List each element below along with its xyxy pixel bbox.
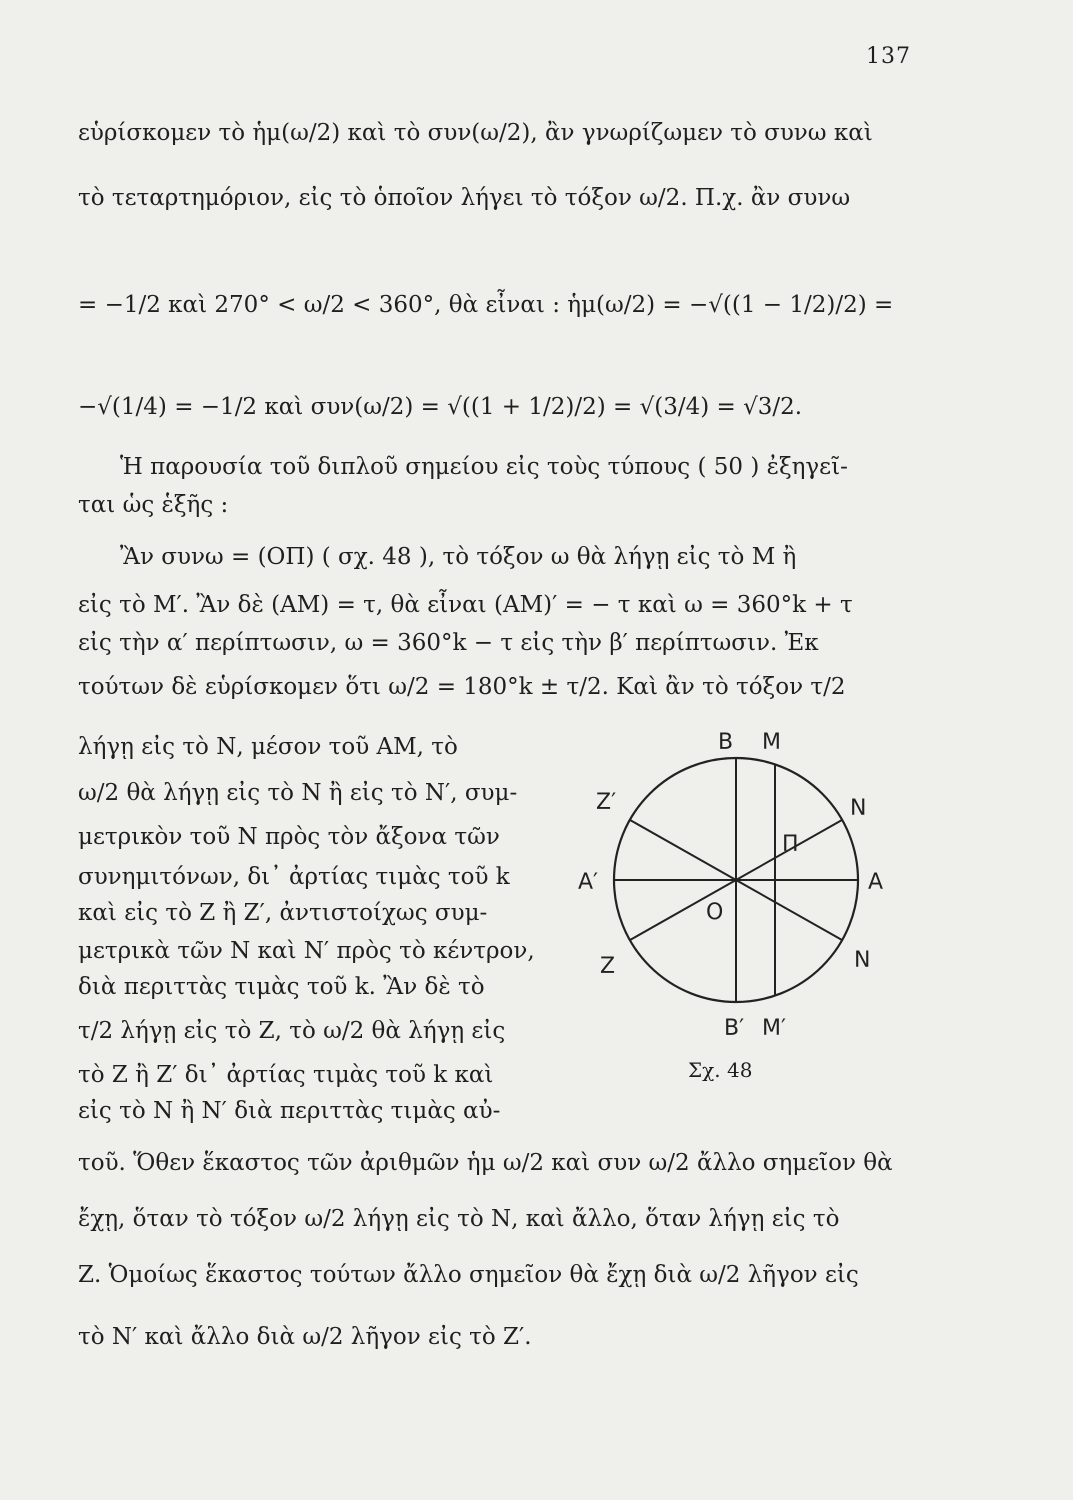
text-line-4: −√(1/4) = −1/2 καὶ συν(ω/2) = √((1 + 1/2)/2) = √(3/4) = √3/2. — [78, 394, 803, 420]
text-line-7: Ἂν συνω = (ΟΠ) ( σχ. 48 ), τὸ τόξον ω θὰ λήγῃ εἰς τὸ Μ ἢ — [120, 544, 797, 570]
unit-circle-diagram — [570, 740, 900, 1100]
text-line-5: Ἡ παρουσία τοῦ διπλοῦ σημείου εἰς τοὺς τύπους ( 50 ) ἐξηγεῖ- — [120, 454, 848, 480]
text-line-21: τοῦ. Ὅθεν ἕκαστος τῶν ἀριθμῶν ἡμ ω/2 καὶ συν ω/2 ἄλλο σημεῖον θὰ — [78, 1150, 893, 1176]
label-z-prime: Ζ′ — [596, 790, 617, 815]
text-line-22: ἔχῃ, ὅταν τὸ τόξον ω/2 λήγῃ εἰς τὸ Ν, καὶ ἄλλο, ὅταν λήγῃ εἰς τὸ — [78, 1206, 840, 1232]
text-line-18: τ/2 λήγῃ εἰς τὸ Ζ, τὸ ω/2 θὰ λήγῃ εἰς — [78, 1018, 506, 1044]
text-line-2: τὸ τεταρτημόριον, εἰς τὸ ὁποῖον λήγει τὸ τόξον ω/2. Π.χ. ἂν συνω — [78, 185, 851, 211]
text-line-13: μετρικὸν τοῦ Ν πρὸς τὸν ἄξονα τῶν — [78, 824, 500, 850]
text-line-1: εὑρίσκομεν τὸ ἡμ(ω/2) καὶ τὸ συν(ω/2), ἂν γνωρίζωμεν τὸ συνω καὶ — [78, 120, 873, 146]
text-line-17: διὰ περιττὰς τιμὰς τοῦ k. Ἂν δὲ τὸ — [78, 974, 485, 1000]
label-a-prime: Α′ — [578, 870, 599, 895]
text-line-12: ω/2 θὰ λήγῃ εἰς τὸ Ν ἢ εἰς τὸ Ν′, συμ- — [78, 780, 518, 806]
label-n-top: Ν — [850, 796, 867, 821]
text-line-11: λήγῃ εἰς τὸ Ν, μέσον τοῦ ΑΜ, τὸ — [78, 734, 458, 760]
figure-48 — [570, 730, 900, 1100]
text-line-23: Ζ. Ὁμοίως ἕκαστος τούτων ἄλλο σημεῖον θὰ ἔχῃ διὰ ω/2 λῆγον εἰς — [78, 1262, 859, 1288]
text-line-14: συνημιτόνων, δι᾽ ἀρτίας τιμὰς τοῦ k — [78, 864, 510, 890]
text-line-20: εἰς τὸ Ν ἢ Ν′ διὰ περιττὰς τιμὰς αὐ- — [78, 1098, 501, 1124]
label-o: Ο — [706, 900, 724, 925]
label-pi: Π — [782, 832, 799, 857]
text-line-16: μετρικὰ τῶν Ν καὶ Ν′ πρὸς τὸ κέντρον, — [78, 938, 535, 964]
text-line-15: καὶ εἰς τὸ Ζ ἢ Ζ′, ἀντιστοίχως συμ- — [78, 900, 488, 926]
text-line-3: = −1/2 καὶ 270° < ω/2 < 360°, θὰ εἶναι : ἡμ(ω/2) = −√((1 − 1/2)/2) = — [78, 292, 894, 318]
label-m: Μ — [762, 730, 781, 755]
text-line-8: εἰς τὸ Μ′. Ἂν δὲ (ΑΜ) = τ, θὰ εἶναι (ΑΜ)′ = − τ καὶ ω = 360°k + τ — [78, 592, 853, 618]
label-b: Β — [718, 730, 734, 755]
text-line-10: τούτων δὲ εὑρίσκομεν ὅτι ω/2 = 180°k ± τ/2. Καὶ ἂν τὸ τόξον τ/2 — [78, 674, 846, 700]
text-line-24: τὸ Ν′ καὶ ἄλλο διὰ ω/2 λῆγον εἰς τὸ Ζ′. — [78, 1324, 532, 1350]
text-line-19: τὸ Ζ ἢ Ζ′ δι᾽ ἀρτίας τιμὰς τοῦ k καὶ — [78, 1062, 494, 1088]
text-line-6: ται ὡς ἑξῆς : — [78, 492, 229, 518]
label-m-prime: Μ′ — [762, 1016, 786, 1041]
label-n-bottom: Ν — [854, 948, 871, 973]
text-line-9: εἰς τὴν α′ περίπτωσιν, ω = 360°k − τ εἰς τὴν β′ περίπτωσιν. Ἐκ — [78, 630, 819, 656]
figure-caption: Σχ. 48 — [688, 1058, 753, 1082]
label-b-prime: Β′ — [724, 1016, 745, 1041]
label-a: Α — [868, 870, 884, 895]
label-z: Ζ — [600, 954, 616, 979]
page-number: 137 — [866, 44, 911, 69]
